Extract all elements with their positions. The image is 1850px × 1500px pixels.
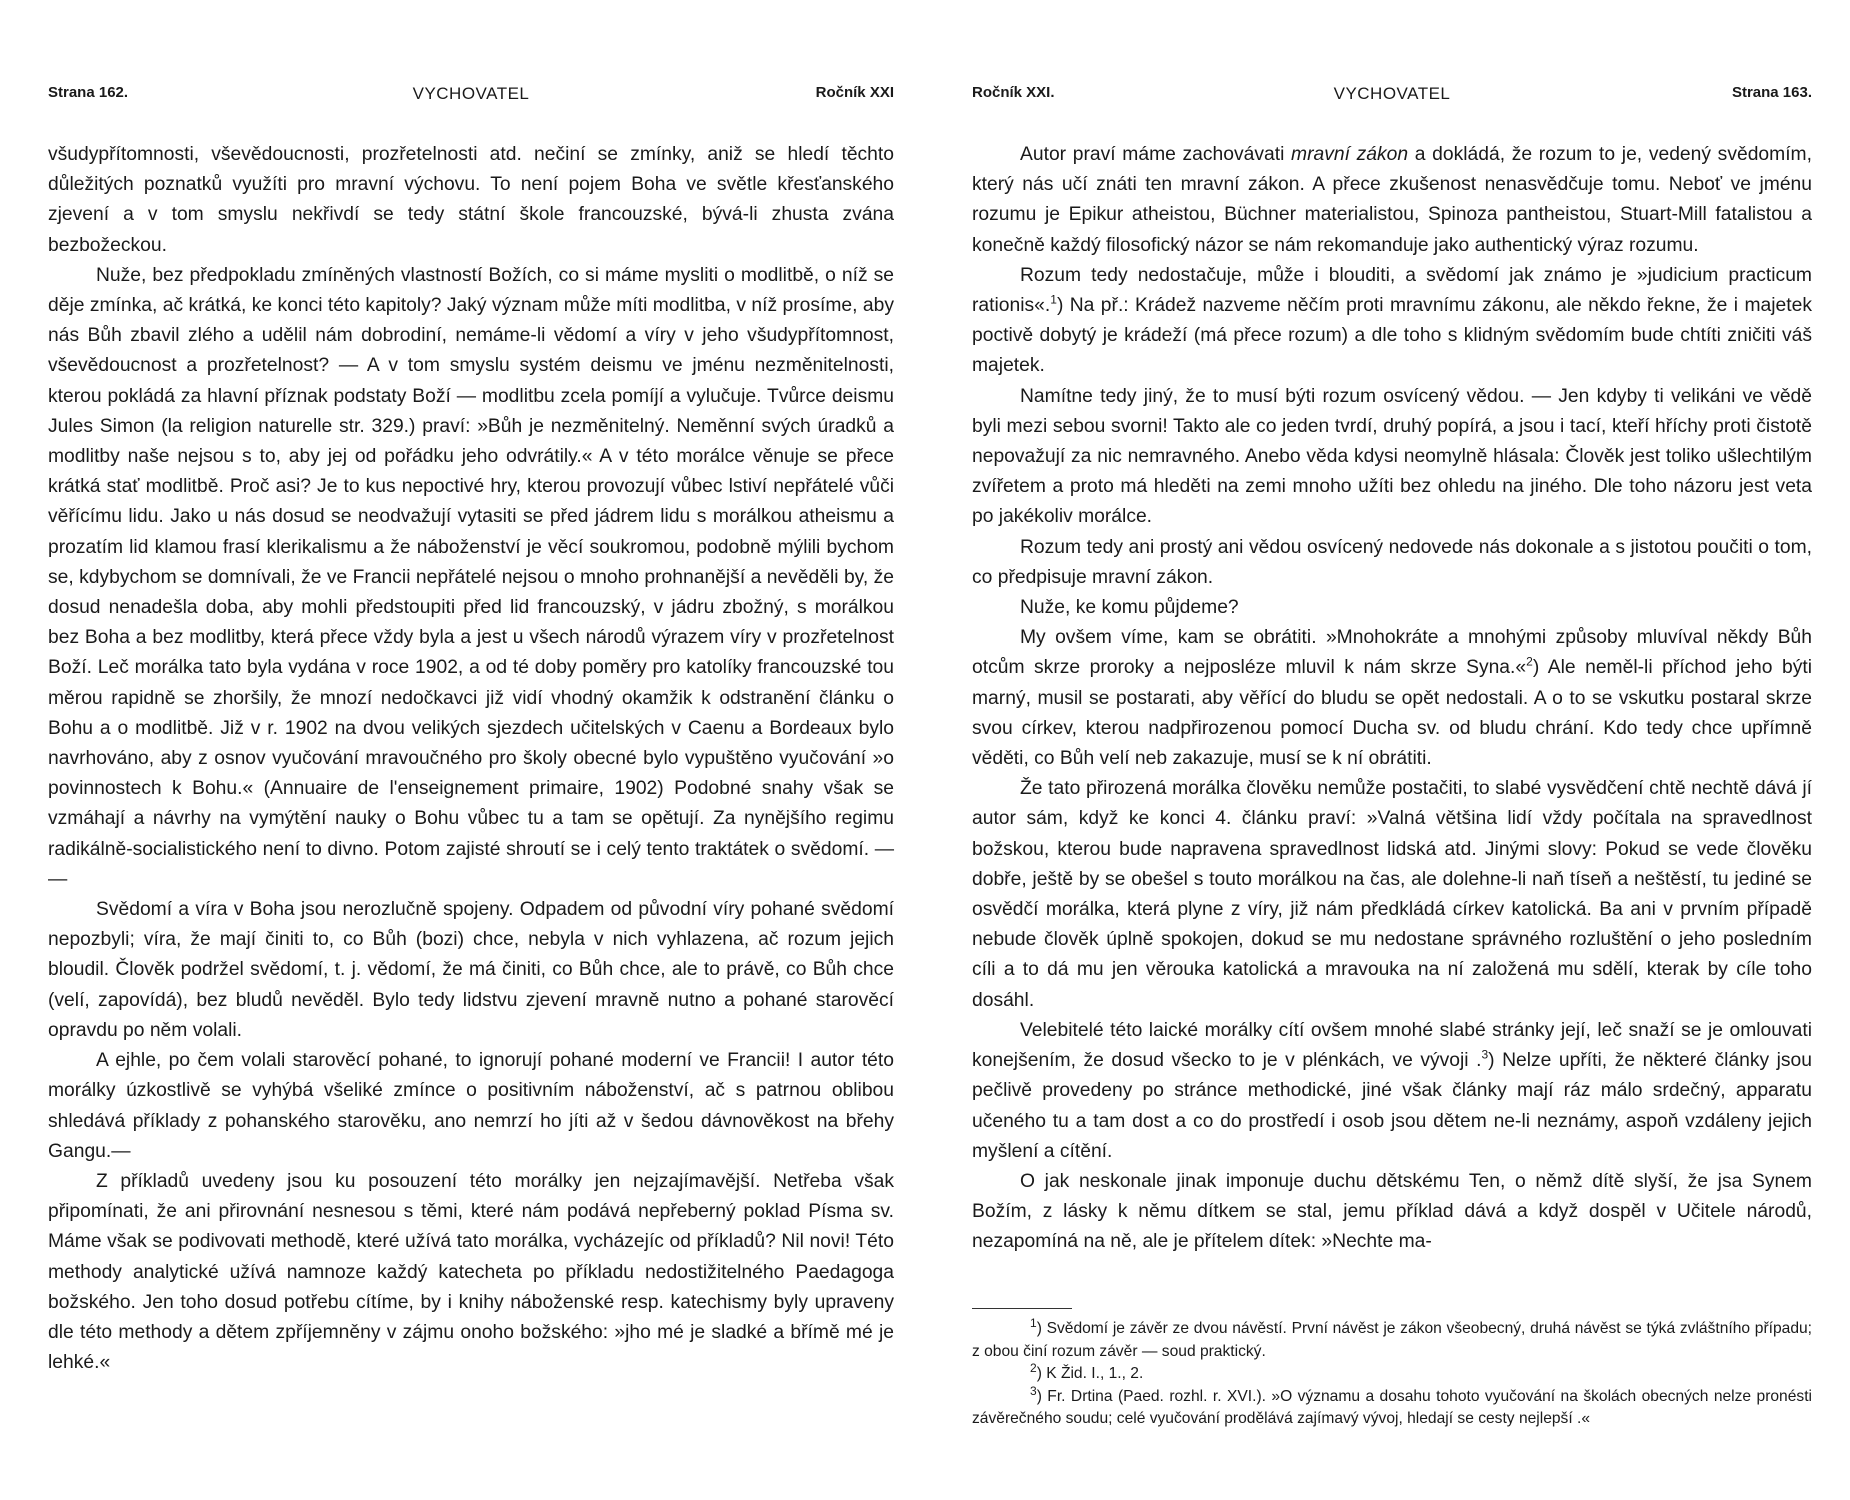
footnote-number: 1 <box>1030 1315 1037 1330</box>
footnote-divider <box>972 1308 1072 1309</box>
left-volume-label: Ročník XXI <box>815 84 894 101</box>
paragraph: A ejhle, po čem volali starověcí pohané, to ignorují pohané moderní ve Francii! I autor této morálky úzkostlivě se vyhýbá všeliké zmínce o positivním náboženství, ač s patrnou oblibou shledává příklady z pohanského starověku, ano nemrzí ho jíti až v šedou dávnověkost na břehy Gangu.— <box>48 1050 894 1162</box>
paragraph-text: ) Na př.: Krádež nazveme něčím proti mravnímu zákonu, ale někdo řekne, že i majetek poctivě dobytý je krádeží (má přece rozum) a dle toho s klidným svědomím bude chtíti zničiti váš majetek. <box>972 295 1812 377</box>
footnote <box>972 1360 1812 1386</box>
left-running-header <box>48 84 894 114</box>
footnote <box>972 1383 1812 1431</box>
paragraph: Svědomí a víra v Boha jsou nerozlučně spojeny. Odpadem od původní víry pohané svědomí nepozbyli; víra, že mají činiti to, co Bůh (bozi) chce, nebyla v nich vyhlazena, ač rozum jejich bloudil. Člověk podržel svědomí, t. j. vědomí, že má činiti, co Bůh chce, ale to právě, co Bůh chce (velí, zapovídá), bez bludů nevěděl. Bylo tedy lidstvu zjevení mravně nutno a pohané starověcí opravdu po něm volali. <box>48 899 894 1041</box>
paragraph-text: Rozum tedy nedostačuje, může i blouditi, a svědomí jak známo je »judicium practicum rationis«. <box>972 264 1812 317</box>
footnote-text: ) Svědomí je závěr ze dvou návěstí. První návěst je zákon všeobecný, druhá návěst se týká zvláštního případu; z obou činí rozum závěr — soud praktický. <box>972 1320 1812 1360</box>
footnote-text: ) Fr. Drtina (Paed. rozhl. r. XVI.). »O významu a dosahu tohoto vyučování na školách obecných nelze pronésti závěrečného soudu; celé vyučování prodělává zajímavý vývoj, hledají se cesty nejlepší .« <box>972 1387 1812 1427</box>
paragraph: Že tato přirozená morálka člověku nemůže postačiti, to slabé vysvědčení chtě nechtě dává jí autor sám, když ke konci 4. článku praví: »Valná většina lidí vždy počítala na spravedlnost božskou, kterou bude napravena spravedlnost lidská atd. Jinými slovy: Pokud se vede člověku dobře, ještě by se obešel s touto morálkou na čas, ale dolehne-li naň tíseň a neštěstí, tu jediné se osvědčí morálka, která plyne z víry, již nám předkládá církev katolická. Ba ani v prvním případě nebude člověk úplně spokojen, dokud se mu nedostane správného rozluštění o jeho posledním cíli a to dá mu jen věrouka katolická a mravouka na ní založená mu sdělí, kterak by cíle toho dosáhl. <box>972 778 1812 1011</box>
paragraph: všudypřítomnosti, vševědoucnosti, prozřetelnosti atd. nečiní se zmínky, aniž se hledí těchto důležitých poznatků využíti pro mravní výchovu. To není pojem Boha ve světle křesťanského zjevení a v tom smyslu nekřivdí se tedy státní škole francouzské, bývá-li zhusta zvána bezbožeckou. <box>48 144 894 256</box>
right-volume-label: Ročník XXI. <box>972 84 1055 101</box>
paragraph: Nuže, bez předpokladu zmíněných vlastností Božích, co si máme mysliti o modlitbě, o níž se děje zmínka, ač krátká, ke konci této kapitoly? Jaký význam může míti modlitba, v níž prosíme, aby nás Bůh zbavil zlého a udělil nám dobrodiní, nemáme-li vědomí a víry v jeho všudypřítomnost, vševědoucnost a prozřetelnost? — A v tom smyslu systém deismu ve jménu nezměnitelnosti, kterou pokládá za hlavní příznak podstaty Boží — modlitbu zcela pomíjí a vylučuje. Tvůrce deismu Jules Simon (la religion naturelle str. 329.) praví: »Bůh je nezměnitelný. Neměnní svých úradků a modlitby naše nejsou s to, aby jej od pořádku jeho odvrátily.« A v této morálce věnuje se přece krátká stať modlitbě. Proč asi? Je to kus nepoctivé hry, kterou provozují vůbec lstiví nepřátelé vůči věřícímu lidu. Jako u nás dosud se neodvažují vytasiti se před jádrem lidu s morálkou atheismu a prozatím lid klamou frasí klerikalismu a že náboženství je věcí soukromou, podobně mýlili bychom se, kdybychom se domnívali, že ve Francii nepřátelé nejsou o mnoho prohnanější a nevěděli by, že dosud nenadešla doba, aby mohli předstoupiti před lid francouzský, v jádru zbožný, s morálkou bez Boha a bez modlitby, která přece vždy byla a jest u všech národů výrazem víry v prozřetelnost Boží. Leč morálka tato byla vydána v roce 1902, a od té doby poměry pro katolíky francouzské tou měrou rapidně se zhoršily, že mnozí nedočkavci již vidí vhodný okamžik k odstranění článku o Bohu a o modlitbě. Již v r. 1902 na dvou velikých sjezdech učitelských v Caenu a Bordeaux bylo navrhováno, aby z osnov vyučování mravoučného pro školy obecné bylo vypuštěno vyučování »o povinnostech k Bohu.« (Annuaire de l'enseignement primaire, 1902) Podobné snahy však se vzmáhají a návrhy na vymýtění nauky o Bohu vůbec tu a tam se opětují. Za nynějšího regimu radikálně-socialistického není to divno. Potom zajisté shroutí se i celý tento traktátek o svědomí. — — <box>48 264 894 890</box>
footnote-text: ) K Žid. I., 1., 2. <box>1036 1365 1144 1382</box>
paragraph-text: My ovšem víme, kam se obrátiti. »Mnohokráte a mnohými způsoby mluvíval někdy Bůh otcům skrze proroky a nejposléze mluvil k nám skrze Syna.« <box>972 627 1812 679</box>
footnote-ref: 2 <box>1526 655 1533 670</box>
paragraph: Nuže, ke komu půjdeme? <box>1020 597 1239 619</box>
paragraph <box>972 1016 1812 1167</box>
right-body-text <box>972 140 1812 1258</box>
left-body-text <box>48 140 894 1378</box>
paragraph <box>972 261 1812 382</box>
emphasis: mravní zákon <box>1291 144 1409 165</box>
footnotes <box>972 1315 1812 1431</box>
paragraph <box>972 140 1812 261</box>
paragraph-text: Autor praví máme zachovávati <box>1020 144 1292 165</box>
paragraph-text: ) Ale neměl-li příchod jeho býti marný, musil se postarati, aby věřící do bludu se opět nedostali. A o to se vskutku postaral skrze svou církev, kterou nadpřirozenou pomocí Ducha sv. od bludu chrání. Kdo tedy chce upřímně věděti, co Bůh velí neb zakazuje, musí se k ní obrátiti. <box>972 657 1812 770</box>
paragraph <box>972 623 1812 774</box>
footnote-ref: 3 <box>1481 1047 1489 1062</box>
paragraph: Rozum tedy ani prostý ani vědou osvícený nedovede nás dokonale a s jistotou poučiti o tom, co předpisuje mravní zákon. <box>972 536 1812 588</box>
right-journal-title: VYCHOVATEL <box>1333 84 1451 103</box>
right-page-number: Strana 163. <box>1731 84 1812 101</box>
footnote-ref: 1 <box>1050 292 1057 307</box>
footnote <box>972 1315 1812 1363</box>
left-journal-title: VYCHOVATEL <box>412 84 530 103</box>
right-running-header <box>972 84 1812 114</box>
paragraph: O jak neskonale jinak imponuje duchu dětskému Ten, o němž dítě slyší, že jsa Synem Božím, z lásky k němu dítkem se stal, jemu příklad dává a když dospěl v Učitele národů, nezapomíná na ně, ale je přítelem dítek: »Nechte ma- <box>972 1170 1812 1253</box>
paragraph-text: Velebitelé této laické morálky cítí ovšem mnohé slabé stránky její, leč snaží se je omlouvati konejšením, že dosud všecko to je v plénkách, ve vývoji . <box>972 1019 1812 1072</box>
paragraph: Namítne tedy jiný, že to musí býti rozum osvícený vědou. — Jen kdyby ti velikáni ve vědě byli mezi sebou svorni! Takto ale co jeden tvrdí, druhý popírá, a jsou i tací, kteří hříchy proti čistotě nepovažují za nic nemravného. Anebo věda kdysi neomylně hlásala: Člověk jest toliko ušlechtilým zvířetem a proto má hleděti na zemi mnoho užíti bez ohledu na jiného. Dle toho názoru jest veta po jakékoliv morálce. <box>972 385 1812 528</box>
footnote-number: 3 <box>1030 1383 1037 1398</box>
left-page-number: Strana 162. <box>48 84 129 101</box>
paragraph: Z příkladů uvedeny jsou ku posouzení této morálky jen nejzajímavější. Netřeba však připomínati, že ani přirovnání nesnesou s těmi, které nám podává nepřeberný poklad Písma sv. Máme však se podivovati methodě, které užívá tato morálka, vycházejíc od příkladů? Nil novi! Této methody analytické užívá namnoze každý katecheta po příkladu nedostižitelného Paedagoga božského. Jen toho dosud potřebu cítíme, by i knihy náboženské resp. katechismy byly upraveny dle této methody a dětem zpříjemněny v zájmu onoho božského: »jho mé je sladké a břímě mé je lehké.« <box>48 1170 894 1374</box>
paragraph-text: ) Nelze upříti, že některé články jsou pečlivě provedeny po stránce methodické, jiné však články mají ráz málo srdečný, apparatu učeného tu a tam dost a co do prostředí i osob jsou dětem ne-li neznámy, aspoň vzdáleny jejich myšlení a cítění. <box>972 1050 1813 1162</box>
footnote-number: 2 <box>1030 1360 1037 1375</box>
paragraph-text: a dokládá, že rozum to je, vedený svědomím, který nás učí znáti ten mravní zákon. A přece zkušenost nenasvědčuje tomu. Neboť ve jménu rozumu je Epikur atheistou, Büchner materialistou, Spinoza pantheistou, Stuart-Mill fatalistou a konečně každý filosofický názor se nám rekomanduje jako authentický výraz rozumu. <box>972 144 1812 256</box>
